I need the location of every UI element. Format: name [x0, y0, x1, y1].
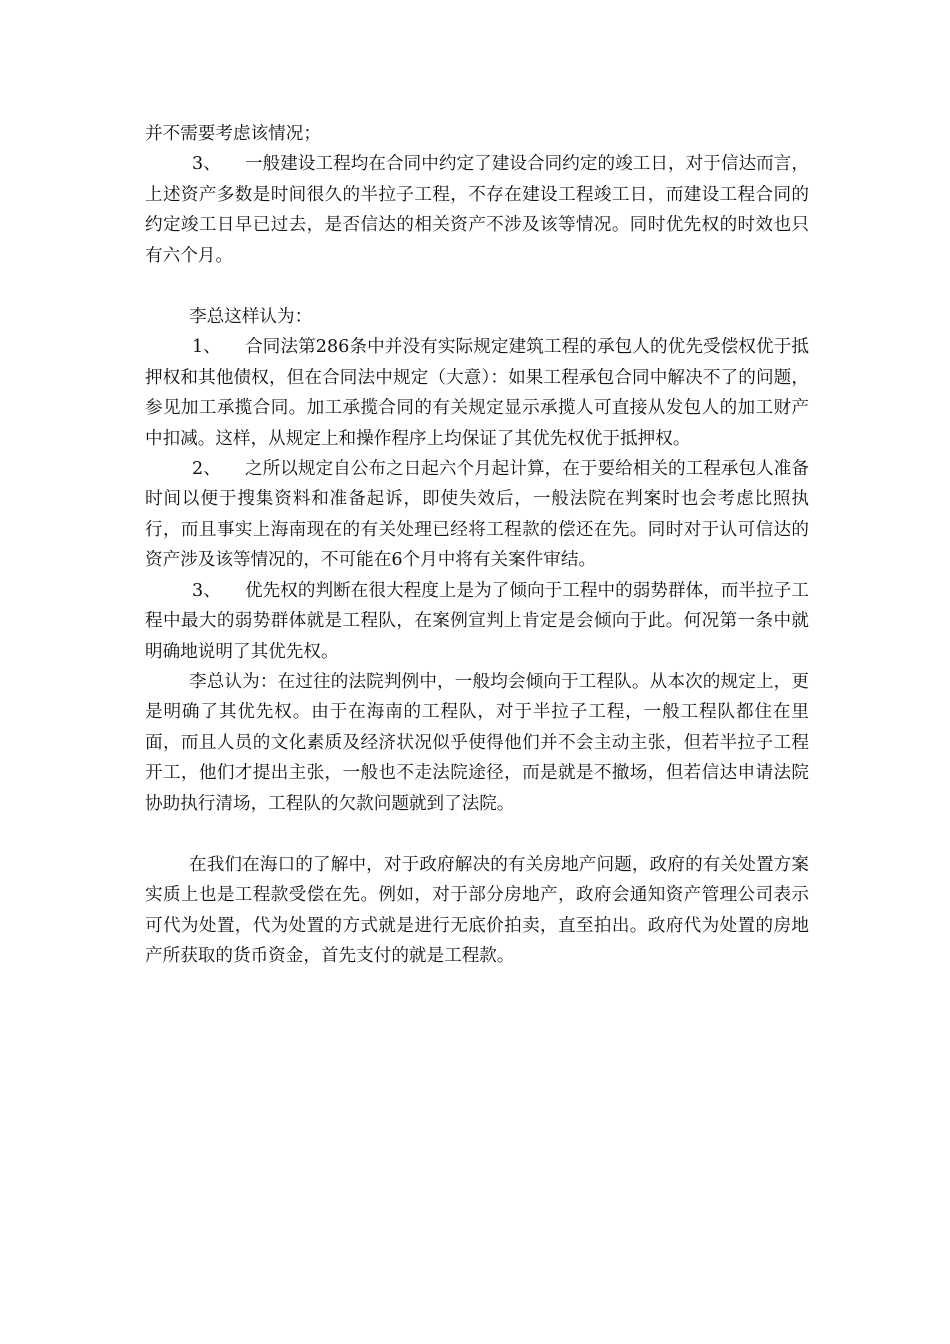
- list-item-3-first: [145, 149, 809, 271]
- list-number: 2、: [192, 459, 221, 480]
- list-number: 3、: [192, 580, 221, 601]
- document-body: [145, 119, 809, 972]
- blank-line: [145, 819, 809, 850]
- list-item-text: 一般建设工程均在合同中约定了建设合同约定的竣工日，对于信达而言，上述资产多数是时间很久的半拉子工程，不存在建设工程竣工日，而建设工程合同的约定竣工日早已过去，是否信达的相关资产不涉及该等情况。同时优先权的时效也只有六个月。: [145, 154, 809, 266]
- paragraph-intro: [145, 302, 809, 332]
- blank-line: [145, 271, 809, 302]
- final-text: 在我们在海口的了解中，对于政府解决的有关房地产问题，政府的有关处置方案实质上也是工程款受偿在先。例如，对于部分房地产，政府会通知资产管理公司表示可代为处置，代为处置的方式就是进行无底价拍卖，直至拍出。政府代为处置的房地产所获取的货币资金，首先支付的就是工程款。: [145, 854, 809, 967]
- list-item-text: 合同法第286条中并没有实际规定建筑工程的承包人的优先受偿权优于抵押权和其他债权，但在合同法中规定（大意）：如果工程承包合同中解决不了的问题，参见加工承揽合同。加工承揽合同的有关规定显示承揽人可直接从发包人的加工财产中扣减。这样，从规定上和操作程序上均保证了其优先权优于抵押权。: [145, 337, 809, 449]
- list-item-text: 之所以规定自公布之日起六个月起计算，在于要给相关的工程承包人准备时间以便于搜集资料和准备起诉，即使失效后，一般法院在判案时也会考虑比照执行，而且事实上海南现在的有关处理已经将工程款的偿还在先。同时对于认可信达的资产涉及该等情况的，不可能在6个月中将有关案件审结。: [145, 459, 809, 571]
- list-number: 3、: [192, 154, 221, 175]
- intro-text: 李总这样认为：: [189, 307, 313, 328]
- paragraph-final: [145, 850, 809, 972]
- list-item-2: [145, 454, 809, 576]
- list-item-3-second: [145, 576, 809, 667]
- list-item-1: [145, 332, 809, 454]
- paragraph-continuation: 并不需要考虑该情况；: [145, 124, 321, 144]
- conclusion-text: 李总认为：在过往的法院判例中，一般均会倾向于工程队。从本次的规定上，更是明确了其优先权。由于在海南的工程队，对于半拉子工程，一般工程队都住在里面，而且人员的文化素质及经济状况似乎使得他们并不会主动主张，但若半拉子工程开工，他们才提出主张，一般也不走法院途径，而是就是不撤场，但若信达申请法院协助执行清场，工程队的欠款问题就到了法院。: [145, 671, 809, 814]
- list-number: 1、: [192, 337, 221, 358]
- list-item-text: 优先权的判断在很大程度上是为了倾向于工程中的弱势群体，而半拉子工程中最大的弱势群体就是工程队，在案例宣判上肯定是会倾向于此。何况第一条中就明确地说明了其优先权。: [145, 580, 809, 662]
- paragraph-conclusion: [145, 667, 809, 819]
